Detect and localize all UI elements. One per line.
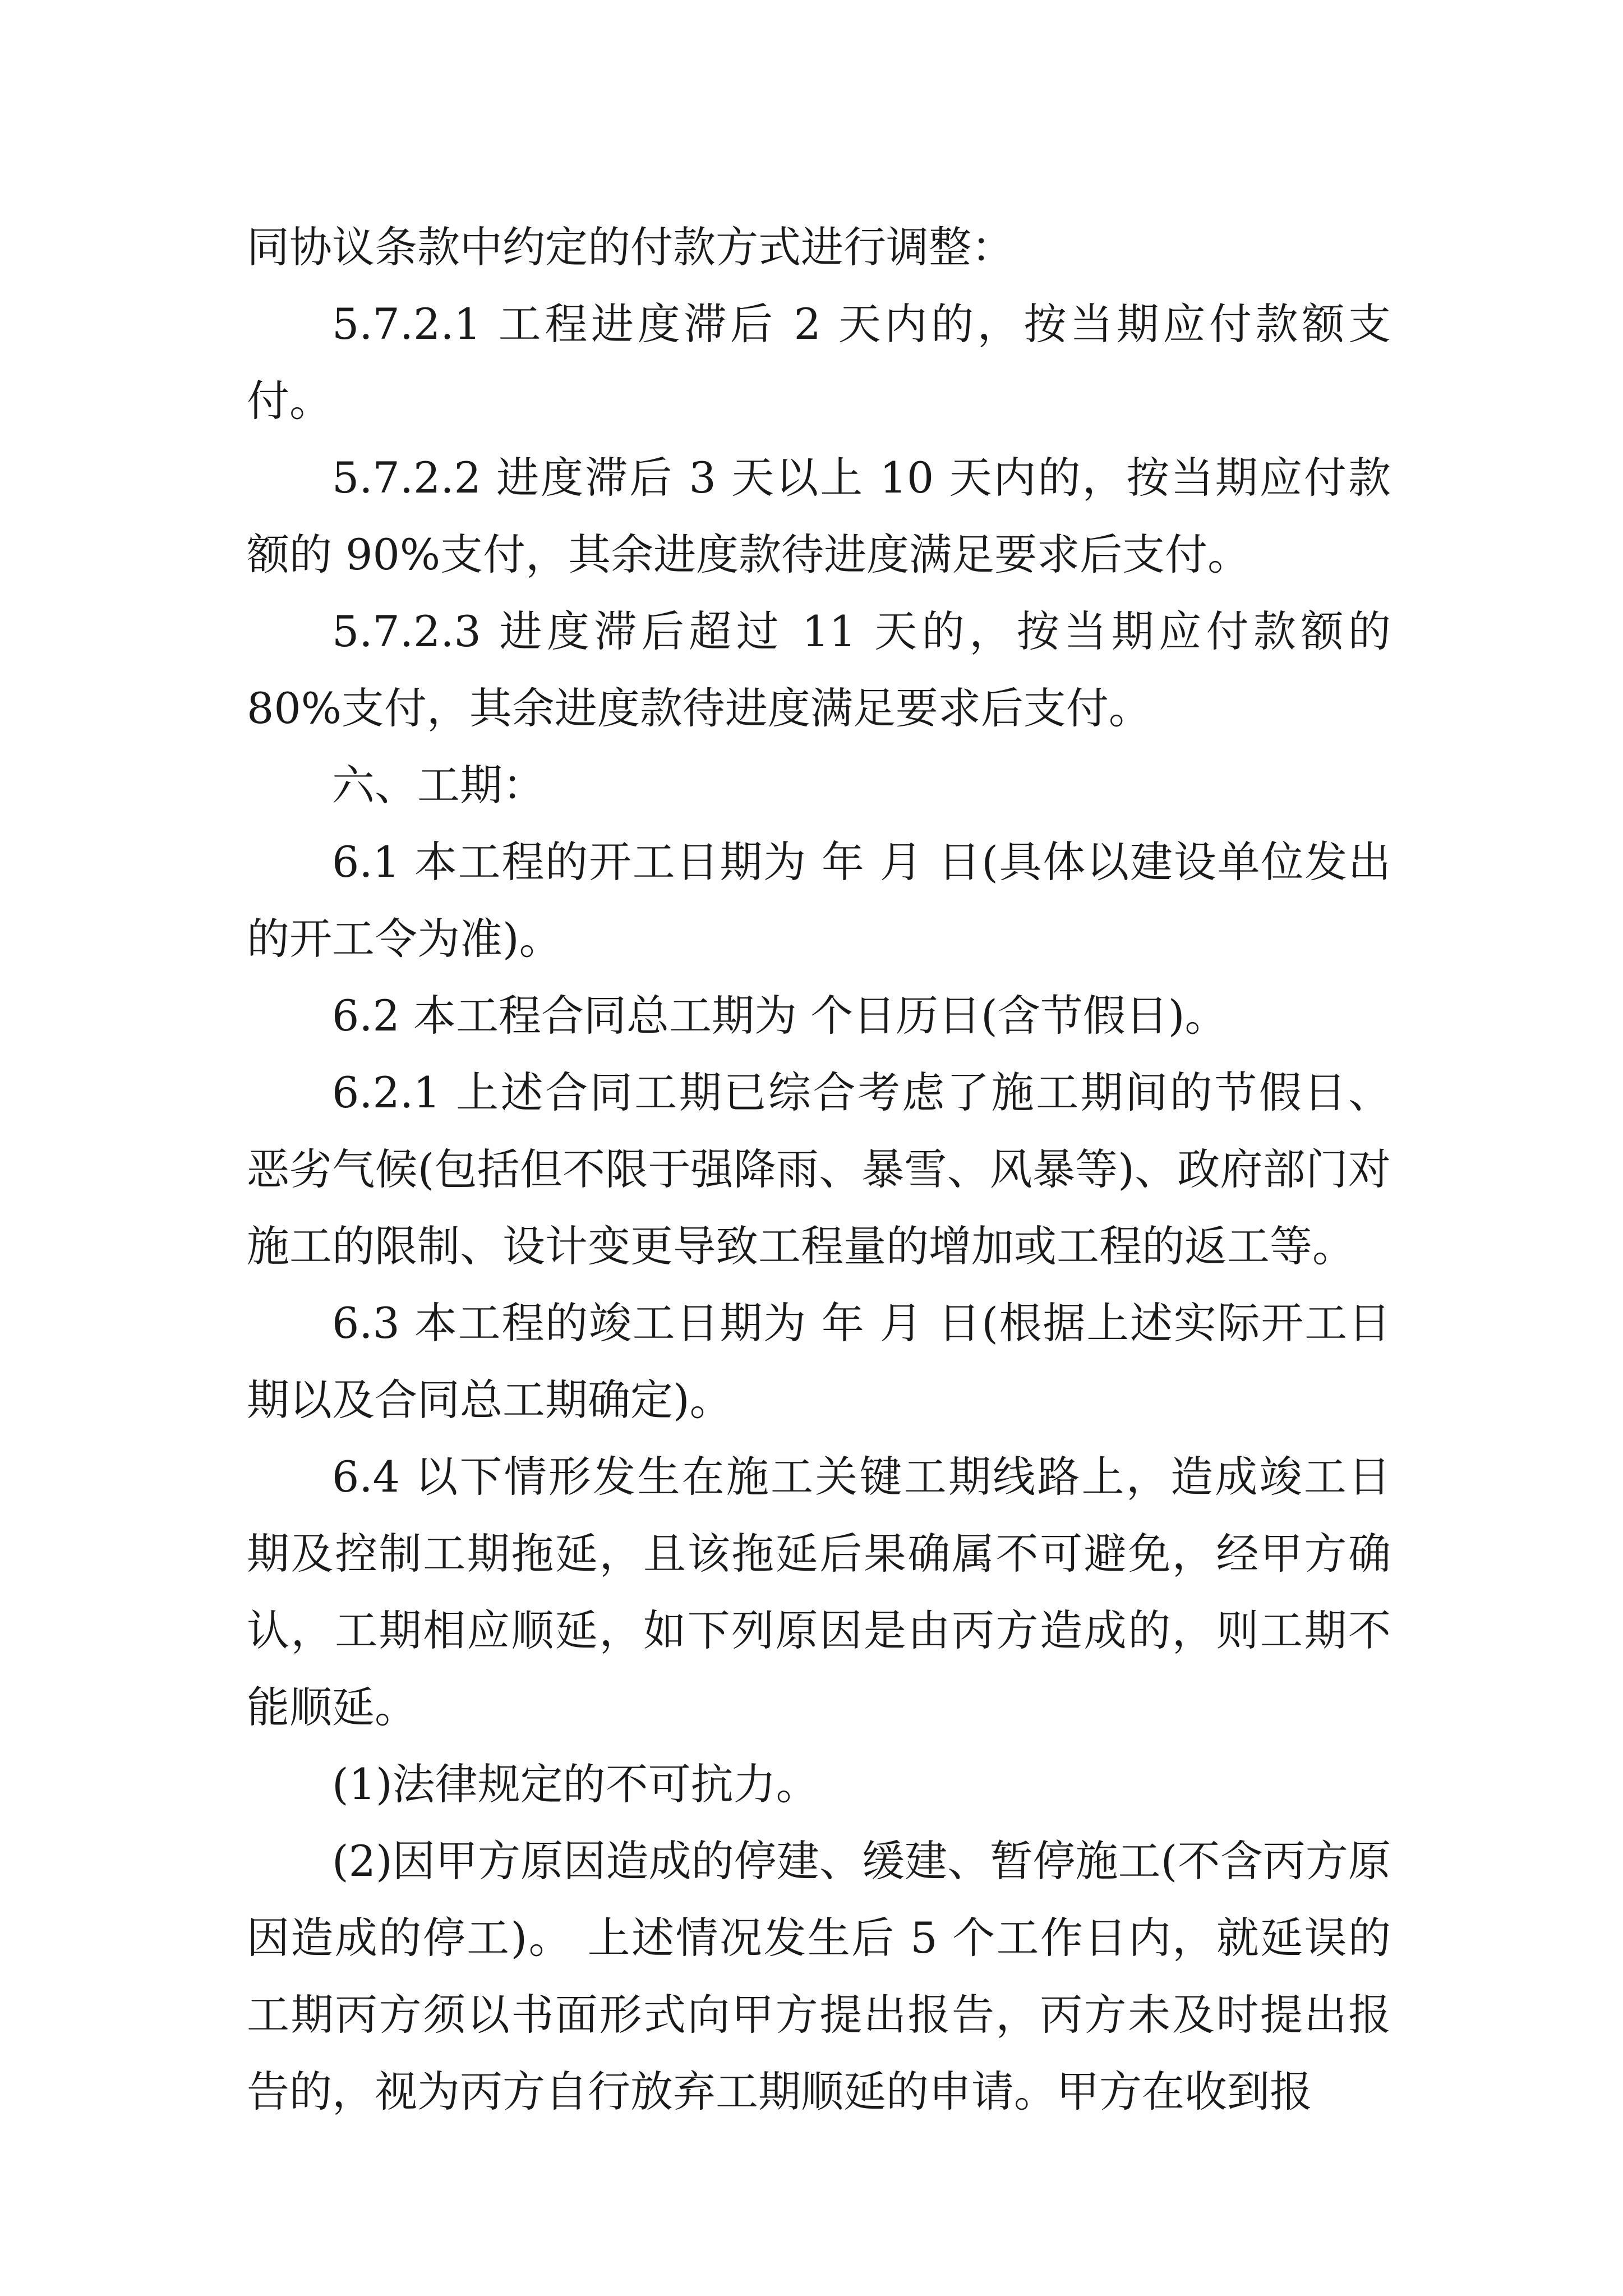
section-heading-6: 六、工期： [332,760,545,810]
document-body [247,209,1391,2130]
paragraph-6-2: 6.2 本工程合同总工期为 个日历日(含节假日)。 [332,991,1228,1041]
paragraph-5-7-2-3: 5.7.2.3 进度滞后超过 11 天的，按当期应付款额的 80%支付，其余进度款待进度满足要求后支付。 [247,606,1391,733]
paragraph-6-3: 6.3 本工程的竣工日期为 年 月 日(根据上述实际开工日期以及合同总工期确定)。 [247,1298,1391,1425]
paragraph-6-4: 6.4 以下情形发生在施工关键工期线路上，造成竣工日期及控制工期拖延，且该拖延后果确属不可避免，经甲方确认，工期相应顺延，如下列原因是由丙方造成的，则工期不能顺延。 [247,1452,1391,1732]
paragraph-5-7-2-1: 5.7.2.1 工程进度滞后 2 天内的，按当期应付款额支付。 [247,299,1391,426]
paragraph-continuation: 同协议条款中约定的付款方式进行调整： [247,222,1014,272]
paragraph-6-4-item-1: (1)法律规定的不可抗力。 [332,1759,819,1809]
paragraph-6-4-item-2: (2)因甲方原因造成的停建、缓建、暂停施工(不含丙方原因造成的停工)。 上述情况发生后 5 个工作日内，就延误的工期丙方须以书面形式向甲方提出报告，丙方未及时提出报告的，视为丙方自行放弃工期顺延的申请。甲方在收到报 [247,1836,1391,2116]
paragraph-5-7-2-2: 5.7.2.2 进度滞后 3 天以上 10 天内的，按当期应付款额的 90%支付，其余进度款待进度满足要求后支付。 [247,453,1391,579]
paragraph-6-2-1: 6.2.1 上述合同工期已综合考虑了施工期间的节假日、恶劣气候(包括但不限于强降雨、暴雪、风暴等)、政府部门对施工的限制、设计变更导致工程量的增加或工程的返工等。 [247,1068,1391,1271]
paragraph-6-1: 6.1 本工程的开工日期为 年 月 日(具体以建设单位发出的开工令为准)。 [247,837,1391,964]
